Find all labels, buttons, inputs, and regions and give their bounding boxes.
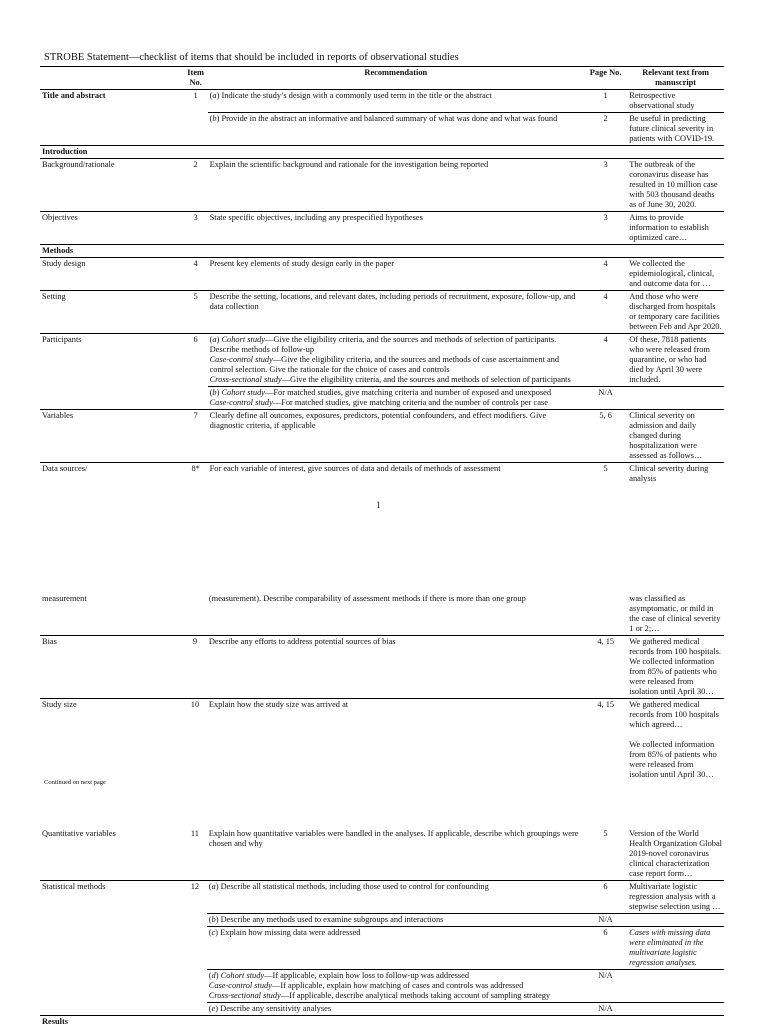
item-no-cell: 12 — [183, 881, 207, 914]
recommendation-cell: (b) Cohort study—For matched studies, give matching criteria and number of exposed and unexposed Case-control study—For matched studies, give matching criteria and the number of controls per case — [208, 387, 584, 410]
item-cell: Statistical methods — [40, 881, 183, 914]
item-cell: Methods — [40, 245, 184, 258]
item-cell: Title and abstract — [40, 90, 184, 113]
page-no-cell: 5 — [584, 463, 627, 486]
checklist-table-page3 — [40, 828, 724, 1028]
item-column-header — [40, 67, 184, 90]
page-no-cell: 4 — [584, 334, 627, 387]
page-number: 1 — [376, 500, 381, 510]
item-no-cell: 5 — [184, 291, 208, 334]
item-no-cell: 9 — [183, 636, 207, 699]
page-no-cell: 3 — [584, 212, 627, 245]
page-no-cell: 4 — [584, 291, 627, 334]
recommendation-cell: (a) Cohort study—Give the eligibility criteria, and the sources and methods of selection of participants. Describe methods of follow-up Case-control study—Give the eligibility criteria, and the sources and methods of case ascertainment and control selection. Give the rationale for the choice of cases and controls Cross-sectional study—Give the eligibility criteria, and the sources and methods of selection of participants — [208, 334, 584, 387]
page-no-cell: 3 — [584, 159, 627, 212]
item-cell: Study size — [40, 699, 183, 782]
item-no-cell — [183, 593, 207, 636]
relevant-text-cell — [627, 970, 724, 1003]
item-cell — [40, 387, 184, 410]
item-cell — [40, 914, 183, 927]
item-cell — [40, 970, 183, 1003]
table-row — [40, 410, 724, 463]
relevant-text-cell: Cases with missing data were eliminated in the multivariate logistic regression analyses. — [627, 927, 724, 970]
page-no-cell: 5, 6 — [584, 410, 627, 463]
page-no-cell — [584, 146, 627, 159]
item-cell: Study design — [40, 258, 184, 291]
item-no-cell: 3 — [184, 212, 208, 245]
item-cell: Objectives — [40, 212, 184, 245]
relevant-text-cell: Retrospective observational study — [627, 90, 724, 113]
table-row — [40, 90, 724, 113]
item-no-cell: 6 — [184, 334, 208, 387]
item-no-cell — [184, 146, 208, 159]
page-no-cell — [584, 245, 627, 258]
recommendation-cell: Explain the scientific background and rationale for the investigation being reported — [208, 159, 584, 212]
recommendation-cell: (measurement). Describe comparability of assessment methods if there is more than one group — [207, 593, 584, 636]
table-row — [40, 159, 724, 212]
table-row — [40, 914, 724, 927]
item-no-cell: 11 — [183, 828, 207, 881]
item-cell: Participants — [40, 334, 184, 387]
table-header-row — [40, 67, 724, 90]
relevant-text-cell — [627, 1003, 724, 1016]
relevant-text-cell: Of these, 7818 patients who were released from quarantine, or who had died by April 30 were included. — [627, 334, 724, 387]
recommendation-cell: (b) Describe any methods used to examine subgroups and interactions — [207, 914, 584, 927]
relevant-text-cell — [627, 146, 724, 159]
item-cell: Bias — [40, 636, 183, 699]
item-cell: Data sources/ — [40, 463, 184, 486]
item-cell — [40, 113, 184, 146]
recommendation-cell: (a) Describe all statistical methods, including those used to control for confounding — [207, 881, 584, 914]
relevant-text-cell: Be useful in predicting future clinical severity in patients with COVID-19. — [627, 113, 724, 146]
section-row — [40, 146, 724, 159]
recommendation-cell: (b) Provide in the abstract an informative and balanced summary of what was done and what was found — [208, 113, 584, 146]
item-no-cell — [183, 927, 207, 970]
document-title: STROBE Statement—checklist of items that should be included in reports of observational studies — [44, 52, 459, 63]
page-no-cell — [584, 593, 627, 636]
table-row — [40, 113, 724, 146]
item-no-cell — [184, 113, 208, 146]
item-cell — [40, 1003, 183, 1016]
page-no-cell: 6 — [584, 927, 627, 970]
item-cell — [40, 927, 183, 970]
item-no-cell — [183, 1016, 207, 1028]
relevant-text-cell: The outbreak of the coronavirus disease has resulted in 10 million case with 503 thousand deaths as of June 30, 2020. — [627, 159, 724, 212]
table-row — [40, 828, 724, 881]
page-no-cell: 6 — [584, 881, 627, 914]
recommendation-cell: State specific objectives, including any prespecified hypotheses — [208, 212, 584, 245]
item-no-column-header: Item No. — [184, 67, 208, 90]
relevant-text-cell: Version of the World Health Organization Global 2019-novel coronavirus clinical characterization case report form… — [627, 828, 724, 881]
relevant-text-cell — [627, 245, 724, 258]
table-row — [40, 699, 724, 782]
table-row — [40, 291, 724, 334]
section-row — [40, 245, 724, 258]
page-no-cell: 4, 15 — [584, 699, 627, 782]
section-row — [40, 1016, 724, 1028]
table-row — [40, 881, 724, 914]
relevant-text-cell: Multivariate logistic regression analysis with a stepwise selection using … — [627, 881, 724, 914]
item-cell: Background/rationale — [40, 159, 184, 212]
item-no-cell: 1 — [184, 90, 208, 113]
page-no-cell: 2 — [584, 113, 627, 146]
page-no-cell: 1 — [584, 90, 627, 113]
page-no-cell: N/A — [584, 387, 627, 410]
recommendation-cell: (e) Describe any sensitivity analyses — [207, 1003, 584, 1016]
item-no-cell — [184, 245, 208, 258]
item-no-cell: 10 — [183, 699, 207, 782]
page-no-cell: 4, 15 — [584, 636, 627, 699]
table-row — [40, 1003, 724, 1016]
recommendation-cell: Explain how quantitative variables were handled in the analyses. If applicable, describe which groupings were chosen and why — [207, 828, 584, 881]
table-row — [40, 593, 724, 636]
item-cell: measurement — [40, 593, 183, 636]
item-cell: Introduction — [40, 146, 184, 159]
page-no-cell: N/A — [584, 914, 627, 927]
recommendation-cell — [207, 1016, 584, 1028]
table-row — [40, 212, 724, 245]
table-row — [40, 927, 724, 970]
recommendation-cell: Present key elements of study design early in the paper — [208, 258, 584, 291]
item-no-cell — [183, 914, 207, 927]
recommendation-column-header: Recommendation — [208, 67, 584, 90]
checklist-table-page1 — [40, 66, 724, 485]
relevant-text-cell: And those who were discharged from hospitals or temporary care facilities between Feb and Apr 2020. — [627, 291, 724, 334]
relevant-text-cell: Aims to provide information to establish optimized care… — [627, 212, 724, 245]
relevant-text-cell: was classified as asymptomatic, or mild in the case of clinical severity 1 or 2;… — [627, 593, 724, 636]
recommendation-cell: Describe the setting, locations, and relevant dates, including periods of recruitment, exposure, follow-up, and data collection — [208, 291, 584, 334]
relevant-text-column-header: Relevant text from manuscript — [627, 67, 724, 90]
table-row — [40, 258, 724, 291]
item-no-cell — [183, 1003, 207, 1016]
recommendation-cell: (a) Indicate the study’s design with a commonly used term in the title or the abstract — [208, 90, 584, 113]
item-no-cell — [183, 970, 207, 1003]
item-cell: Results — [40, 1016, 183, 1028]
recommendation-cell: (c) Explain how missing data were addressed — [207, 927, 584, 970]
item-cell: Quantitative variables — [40, 828, 183, 881]
relevant-text-cell: We gathered medical records from 100 hospitals. We collected information from 85% of patients who were released from isolation until April 30… — [627, 636, 724, 699]
table-row — [40, 334, 724, 387]
item-no-cell: 2 — [184, 159, 208, 212]
relevant-text-cell: We gathered medical records from 100 hospitals which agreed… We collected information from 85% of patients who were released from isolation until April 30… — [627, 699, 724, 782]
recommendation-cell: For each variable of interest, give sources of data and details of methods of assessment — [208, 463, 584, 486]
relevant-text-cell: Clinical severity on admission and daily changed during hospitalization were assessed as follows… — [627, 410, 724, 463]
relevant-text-cell: We collected the epidemiological, clinical, and outcome data for … — [627, 258, 724, 291]
relevant-text-cell: Clinical severity during analysis — [627, 463, 724, 486]
item-cell: Setting — [40, 291, 184, 334]
page-no-cell — [584, 1016, 627, 1028]
recommendation-cell — [208, 245, 584, 258]
table-row — [40, 387, 724, 410]
item-no-cell: 7 — [184, 410, 208, 463]
relevant-text-cell — [627, 914, 724, 927]
table-row — [40, 463, 724, 486]
recommendation-cell: Describe any efforts to address potential sources of bias — [207, 636, 584, 699]
checklist-table-page2 — [40, 593, 724, 781]
page-no-cell: 5 — [584, 828, 627, 881]
table-row — [40, 636, 724, 699]
item-no-cell — [184, 387, 208, 410]
item-no-cell: 4 — [184, 258, 208, 291]
table-row — [40, 970, 724, 1003]
item-no-cell: 8* — [184, 463, 208, 486]
recommendation-cell: Explain how the study size was arrived at — [207, 699, 584, 782]
page-no-column-header: Page No. — [584, 67, 627, 90]
page-no-cell: N/A — [584, 1003, 627, 1016]
relevant-text-cell — [627, 1016, 724, 1028]
page-no-cell: 4 — [584, 258, 627, 291]
recommendation-cell: (d) Cohort study—If applicable, explain how loss to follow-up was addressed Case-control study—If applicable, explain how matching of cases and controls was addressed Cross-sectional study—If applicable, describe analytical methods taking account of sampling strategy — [207, 970, 584, 1003]
page-no-cell: N/A — [584, 970, 627, 1003]
continued-note: Continued on next page — [44, 779, 106, 786]
recommendation-cell — [208, 146, 584, 159]
item-cell: Variables — [40, 410, 184, 463]
relevant-text-cell — [627, 387, 724, 410]
recommendation-cell: Clearly define all outcomes, exposures, predictors, potential confounders, and effect modifiers. Give diagnostic criteria, if applicable — [208, 410, 584, 463]
